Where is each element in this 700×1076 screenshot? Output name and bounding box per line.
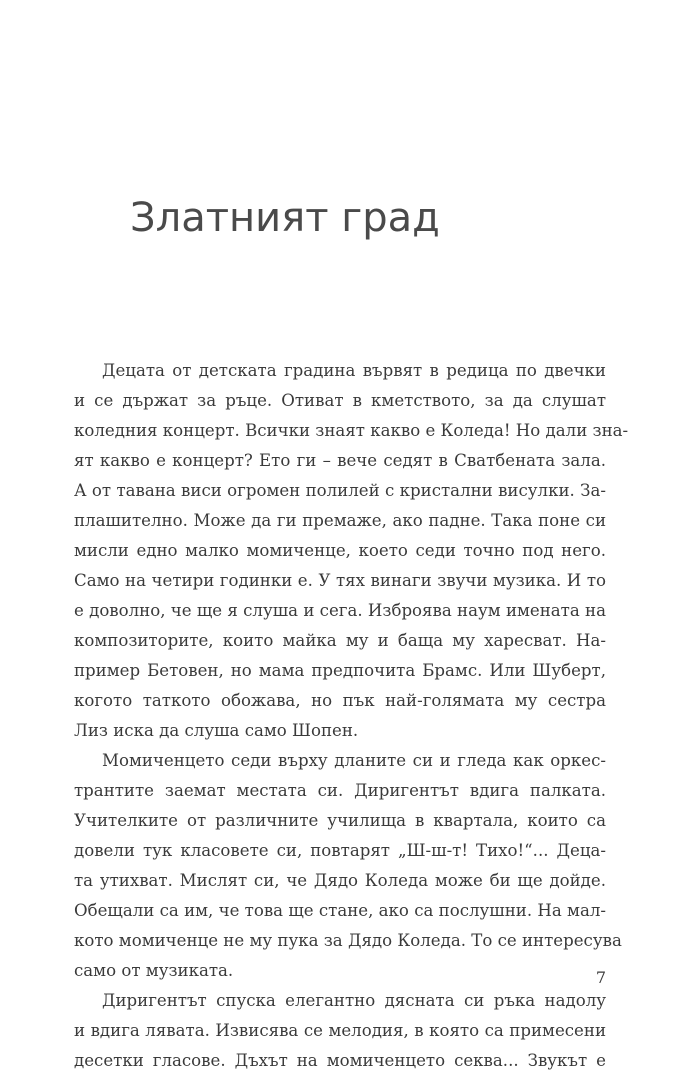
text-line: пример Бетовен, но мама предпочита Брамс. Или Шуберт, [74,661,606,680]
text-line: когото таткото обожава, но пък най-голямата му сестра [74,691,606,710]
body-text [74,356,629,1076]
text-line: Учителките от различните училища в квартала, които са [74,811,606,830]
text-line: композиторите, които майка му и баща му харесват. На- [74,631,606,650]
text-line: трантите заемат местата си. Диригентът вдига палката. [74,781,606,800]
text-line: А от тавана виси огромен полилей с кристални висулки. За- [74,481,606,500]
page-number: 7 [595,968,606,987]
text-line: коледния концерт. Всички знаят какво е Коледа! Но дали зна- [74,421,629,440]
text-line: Децата от детската градина вървят в редица по двечки [102,361,606,380]
text-line: плашително. Може да ги премаже, ако падне. Така поне си [74,511,606,530]
text-line: мисли едно малко момиченце, което седи точно под него. [74,541,606,560]
text-line: и се държат за ръце. Отиват в кметството, за да слушат [74,391,606,410]
text-line: е доволно, че ще я слуша и сега. Изброява наум имената на [74,601,606,620]
text-line: Обещали са им, че това ще стане, ако са послушни. На мал- [74,901,606,920]
text-line: и вдига лявата. Извисява се мелодия, в която са примесени [74,1021,606,1040]
text-line: кото момиченце не му пука за Дядо Коледа. То се интересува [74,931,622,950]
text-line: ят какво е концерт? Ето ги – вече седят в Сватбената зала. [74,451,606,470]
text-line: Момиченцето седи върху дланите си и гледа как оркес- [102,751,606,770]
text-line: довели тук класовете си, повтарят „Ш-ш-т! Тихо!“... Деца- [74,841,606,860]
text-line: Диригентът спуска елегантно дясната си ръка надолу [102,991,606,1010]
text-line: само от музиката. [74,961,234,980]
chapter-title: Златният град [130,195,440,241]
text-line: Лиз иска да слуша само Шопен. [74,721,359,740]
text-line: та утихват. Мислят си, че Дядо Коледа може би ще дойде. [74,871,606,890]
text-line: Само на четири годинки е. У тях винаги звучи музика. И то [74,571,606,590]
text-line: десетки гласове. Дъхът на момиченцето секва... Звукът е [74,1051,606,1070]
